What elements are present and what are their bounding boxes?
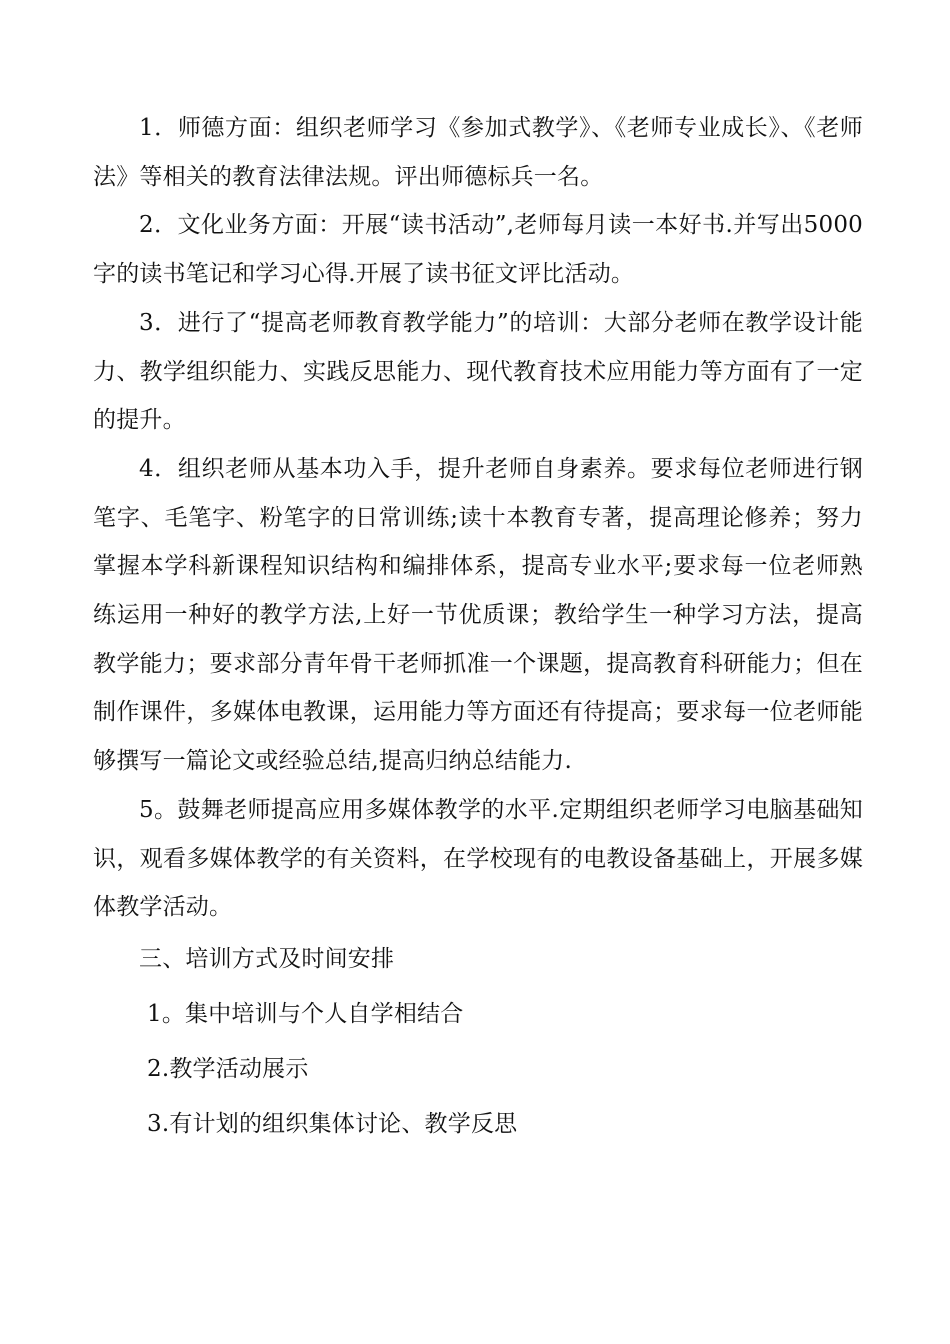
section-heading-training-methods: 三、培训方式及时间安排 [139,945,395,972]
paragraph-teaching-ability-training: 3．进行了“提高老师教育教学能力”的培训：大部分老师在教学设计能力、教学组织能力、实践反思能力、现代教育技术应用能力等方面有了一定的提升。 [93,309,863,434]
paragraph-teacher-ethics: 1．师德方面：组织老师学习《参加式教学》、《老师专业成长》、《老师法》等相关的教育法律法规。评出师德标兵一名。 [93,115,863,190]
document-body [93,104,863,1152]
list-item-teaching-showcase: 2.教学活动展示 [147,1055,309,1082]
paragraph-multimedia-teaching: 5。鼓舞老师提高应用多媒体教学的水平.定期组织老师学习电脑基础知识，观看多媒体教学的有关资料，在学校现有的电教设备基础上，开展多媒体教学活动。 [93,796,863,921]
paragraph-culture-business: 2．文化业务方面：开展“读书活动”,老师每月读一本好书.并写出5000字的读书笔记和学习心得.开展了读书征文评比活动。 [93,212,863,288]
paragraph-basic-skills: 4．组织老师从基本功入手，提升老师自身素养。要求每位老师进行钢笔字、毛笔字、粉笔字的日常训练;读十本教育专著，提高理论修养；努力掌握本学科新课程知识结构和编排体系，提高专业水平;要求每一位老师熟练运用一种好的教学方法,上好一节优质课；教给学生一种学习方法，提高教学能力；要求部分青年骨干老师抓准一个课题，提高教育科研能力；但在制作课件，多媒体电教课，运用能力等方面还有待提高；要求每一位老师能够撰写一篇论文或经验总结,提高归纳总结能力. [93,455,863,775]
list-item-group-discussion: 3.有计划的组织集体讨论、教学反思 [147,1110,518,1137]
list-item-centralized-training: 1。集中培训与个人自学相结合 [147,1000,464,1027]
